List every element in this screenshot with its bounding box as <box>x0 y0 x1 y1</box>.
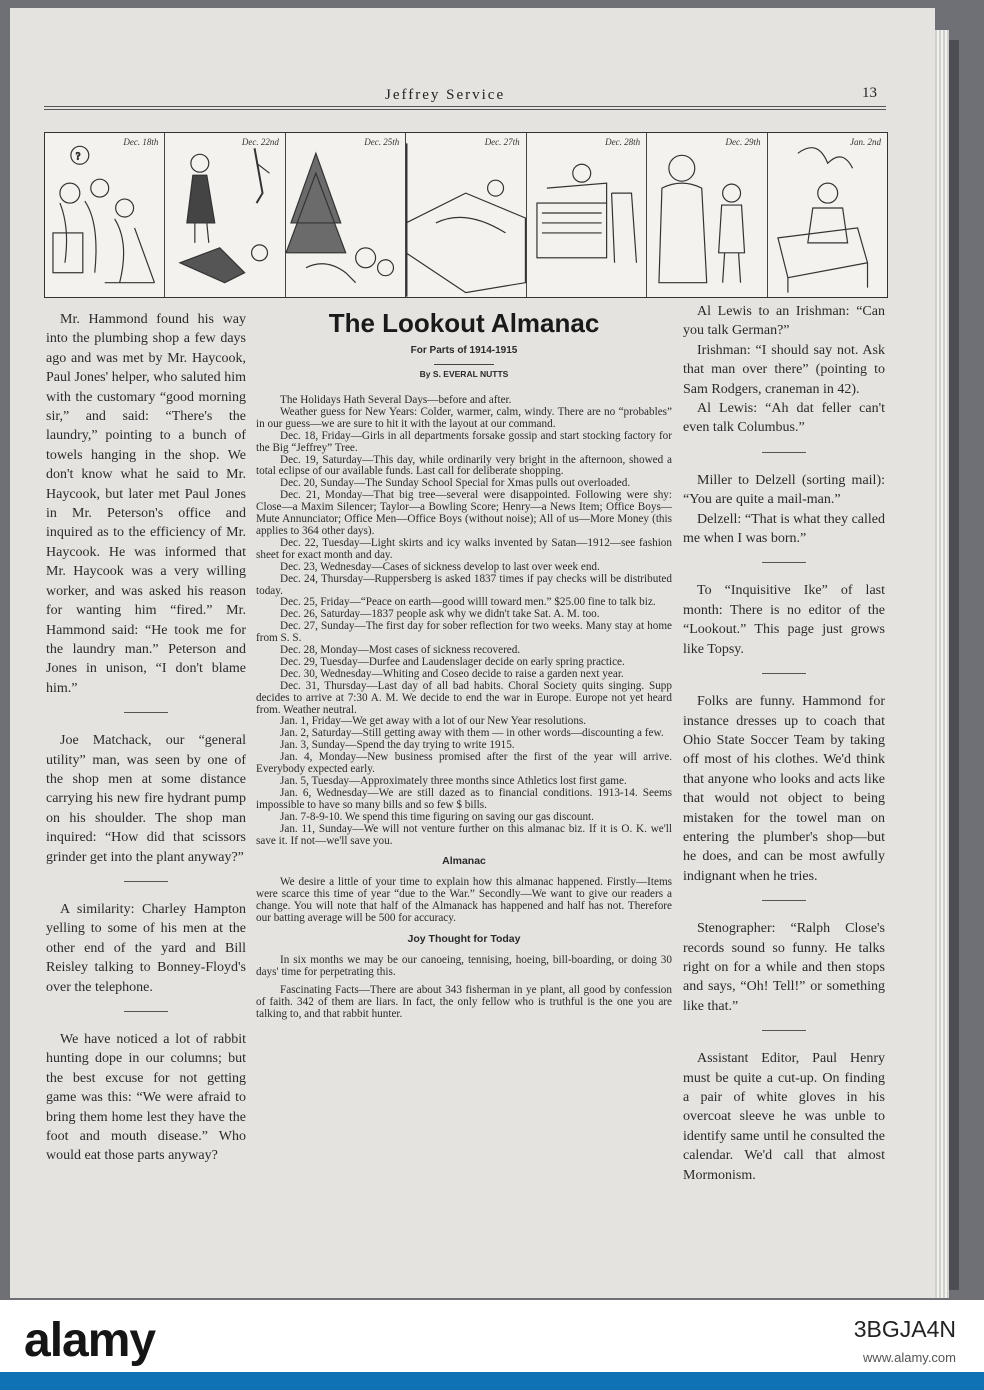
comic-date: Dec. 29th <box>725 137 761 147</box>
fascinating-facts: Fascinating Facts—There are about 343 fisherman in ye plant, all good by confession of faith. 342 of them are liars. In fact, the only fellow who is truthful is the one you are talking to, and that rabbit hunter. <box>256 983 672 1020</box>
comic-date: Jan. 2nd <box>849 137 881 147</box>
almanac-entry: Dec. 25, Friday—“Peace on earth—good willl toward men.” $25.00 fine to talk biz. <box>280 596 656 609</box>
comic-panel <box>286 133 406 297</box>
comic-date: Dec. 22nd <box>241 137 279 147</box>
article-byline: By S. EVERAL NUTTS <box>419 369 509 379</box>
comic-drawing-skating-fall <box>165 133 284 297</box>
news-item: Folks are funny. Hammond for instance dresses up to coach that Ohio State Soccer Team by taking off most of his clothes. We'd think that anyone who looks and acts like that would not object to being mistaken for the towel man on entering the plumber's shop—but he does, and can be most awfully indignant when he tries. <box>683 694 885 884</box>
comic-strip <box>44 132 888 298</box>
comic-drawing-man-smoking <box>768 133 887 297</box>
comic-date: Dec. 18th <box>123 137 159 147</box>
almanac-entry: Dec. 30, Wednesday—Whiting and Coseo decide to raise a garden next year. <box>280 667 624 680</box>
almanac-entry: Dec. 19, Saturday—This day, while ordinarily very bright in the afternoon, showed a total eclipse of our available funds. Last call for deliberate shopping. <box>256 453 672 478</box>
page-number: 13 <box>862 85 877 101</box>
right-column <box>683 302 885 1185</box>
comic-date: Dec. 27th <box>484 137 520 147</box>
item-separator <box>124 1011 168 1012</box>
watermark-logo: alamy <box>24 1314 156 1367</box>
news-item: To “Inquisitive Ike” of last month: There is no editor of the “Lookout.” This page just grows like Topsy. <box>683 583 885 657</box>
svg-text:?: ? <box>75 151 81 163</box>
news-item: Al Lewis to an Irishman: “Can you talk German?” <box>683 304 885 339</box>
almanac-entry: Dec. 27, Sunday—The first day for sober reflection for two weeks. Many stay at home from S. S. <box>256 620 672 645</box>
comic-date: Dec. 28th <box>605 137 641 147</box>
almanac-entry: Dec. 21, Monday—That big tree—several were disappointed. Following were shy: Close—a Maxim Silencer; Taylor—a Bowling Score; Henry—a News Item; Office Boys—Mute Annunciator; Office Men—Office Boys (without noise); All of us—More Money (this applies to 364 other days). <box>256 489 672 537</box>
news-item: Miller to Delzell (sorting mail): “You are quite a mail-man.” <box>683 472 885 508</box>
almanac-entry: Dec. 28, Monday—Most cases of sickness recovered. <box>280 644 521 657</box>
item-separator <box>762 900 806 901</box>
book-cover-edge <box>949 40 959 1290</box>
joy-thought-heading: Joy Thought for Today <box>407 932 521 945</box>
watermark-strip <box>0 1372 984 1390</box>
news-item: Joe Matchack, our “general utility” man, was seen by one of the shop men at some distance carrying his new fire hydrant pump on his shoulder. The shop man inquired: “How did that scissors grinder get into the plant anyway?” <box>46 733 246 865</box>
almanac-entry: Weather guess for New Years: Colder, warmer, calm, windy. There are no “probables” in our guess—we are sure to hit it with the layout at our command. <box>256 405 672 430</box>
comic-drawing-desk-clerk <box>527 133 646 297</box>
almanac-entry: Dec. 26, Saturday—1837 people ask why we didn't take Sat. A. M. too. <box>280 608 600 621</box>
news-item: We have noticed a lot of rabbit hunting dope in our columns; but the best excuse for not getting game was this: “We were afraid to bring them home lest they have the foot and mouth disease.” Who would eat those parts anyway? <box>46 1032 246 1164</box>
title-rule <box>434 364 494 365</box>
news-item: Delzell: “That is what they called me when I was born.” <box>683 511 885 547</box>
comic-drawing-office-girls <box>45 133 164 297</box>
almanac-article <box>256 308 672 1020</box>
article-subtitle: For Parts of 1914-1915 <box>410 345 518 356</box>
header-rule <box>44 106 886 107</box>
watermark-image-id: 3BGJA4N <box>853 1316 956 1342</box>
item-separator <box>762 562 806 563</box>
almanac-entry: The Holidays Hath Several Days—before and after. <box>280 394 512 406</box>
almanac-entry: Dec. 29, Tuesday—Durfee and Laudenslager decide on early spring practice. <box>280 655 625 668</box>
almanac-entry: Jan. 7-8-9-10. We spend this time figuring on saving our gas discount. <box>280 810 594 823</box>
almanac-entry: Dec. 18, Friday—Girls in all departments forsake gossip and start stocking factory for the Big “Jeffrey” Tree. <box>256 429 672 454</box>
news-item: Mr. Hammond found his way into the plumbing shop a few days ago and was met by Mr. Haycook, Paul Jones' helper, who saluted him with the customary “good morning sir,” and said: “There's the laundry,” pointing to a bunch of towels hanging in the shop. We don't know what he said to Mr. Haycook, but later met Paul Jones in Mr. Peterson's office and inquired as to the efficiency of Mr. Haycook. He was informed that Mr. Haycook was a very willing worker, and was asked his reason for wanting him “fired.” Mr. Hammond said: “He took me for the laundry man.” Peterson and Jones in unison, “I don't blame him.” <box>46 312 246 696</box>
comic-date: Dec. 25th <box>364 137 400 147</box>
almanac-entry: Jan. 3, Sunday—Spend the day trying to write 1915. <box>280 739 515 752</box>
joy-thought-text: In six months we may be our canoeing, tennising, hoeing, bill-boarding, or doing 30 days' time for perpetrating this. <box>256 953 672 978</box>
almanac-entry: Jan. 2, Saturday—Still getting away with them — in other words—discounting a few. <box>280 727 664 740</box>
almanac-explanation: We desire a little of your time to explain how this almanac happened. Firstly—Items were scarce this time of year “due to the War.” Secondly—We want to give our readers a change. You will note that half of the Almanack has happened and half has not. Therefore our batting average will be 500 for accuracy. <box>256 876 672 925</box>
comic-drawing-two-men <box>647 133 766 297</box>
comic-panel <box>165 133 285 297</box>
item-separator <box>124 712 168 713</box>
news-item: Stenographer: “Ralph Close's records sound so funny. He talks right on for a while and then stops and says, “Oh! Tell!” or something like that.” <box>683 921 885 1014</box>
article-title: The Lookout Almanac <box>328 308 600 338</box>
comic-panel <box>768 133 887 297</box>
almanac-entry: Dec. 20, Sunday—The Sunday School Special for Xmas pulls out overloaded. <box>280 477 631 490</box>
almanac-entry: Jan. 5, Tuesday—Approximately three months since Athletics lost first game. <box>280 775 627 787</box>
comic-drawing-christmas-tree <box>286 133 405 297</box>
almanac-entry: Dec. 23, Wednesday—Cases of sickness develop to last over week end. <box>280 560 600 573</box>
comic-panel <box>527 133 647 297</box>
comic-panel <box>406 133 526 297</box>
news-item: Al Lewis: “Ah dat feller can't even talk Columbus.” <box>683 401 885 436</box>
almanac-entry: Jan. 6, Wednesday—We are still dazed as to financial conditions. 1913-14. Seems impossible to have so many bills and so few $ bills. <box>256 786 672 811</box>
almanac-entry: Dec. 31, Thursday—Last day of all bad habits. Choral Society quits singing. Supp decides to arrive at 7:30 A. M. We decide to end the war in Europe. Europe not yet heard from. Weather neutral. <box>256 679 672 716</box>
almanac-entries <box>256 395 672 1020</box>
item-separator <box>124 881 168 882</box>
item-separator <box>762 452 806 453</box>
comic-panel <box>45 133 165 297</box>
almanac-entry: Jan. 11, Sunday—We will not venture further on this almanac biz. If it is O. K. we'll save it. If not—we'll save you. <box>256 822 672 847</box>
left-column <box>46 310 246 1166</box>
news-item: A similarity: Charley Hampton yelling to some of his men at the other end of the yard and Bill Reisley talking to Bonney-Floyd's over the telephone. <box>46 901 246 995</box>
watermark-url: www.alamy.com <box>863 1350 956 1365</box>
page-edges <box>935 30 949 1298</box>
comic-drawing-bed <box>406 133 525 297</box>
running-header-title: Jeffrey Service <box>385 87 506 103</box>
almanac-entry: Dec. 22, Tuesday—Light skirts and icy walks invented by Satan—1912—see fashion sheet for exact month and day. <box>256 536 672 561</box>
news-item: Assistant Editor, Paul Henry must be quite a cut-up. On finding a pair of white gloves in his overcoat sleeve he was unble to identify same until he consulted the calendar. We'd call that almost Mormonism. <box>683 1051 885 1183</box>
almanac-subheading: Almanac <box>442 855 486 868</box>
item-separator <box>762 673 806 674</box>
almanac-entry: Dec. 24, Thursday—Ruppersberg is asked 1837 times if pay checks will be distributed today. <box>256 572 672 597</box>
news-item: Irishman: “I should say not. Ask that man over there” (pointing to Sam Rodgers, craneman in 42). <box>683 342 885 397</box>
comic-panel <box>647 133 767 297</box>
almanac-entry: Jan. 4, Monday—New business promised after the first of the year will arrive. Everybody expected early. <box>256 751 672 776</box>
header-rule-2 <box>44 109 886 110</box>
almanac-entry: Jan. 1, Friday—We get away with a lot of our New Year resolutions. <box>280 715 587 728</box>
item-separator <box>762 1030 806 1031</box>
